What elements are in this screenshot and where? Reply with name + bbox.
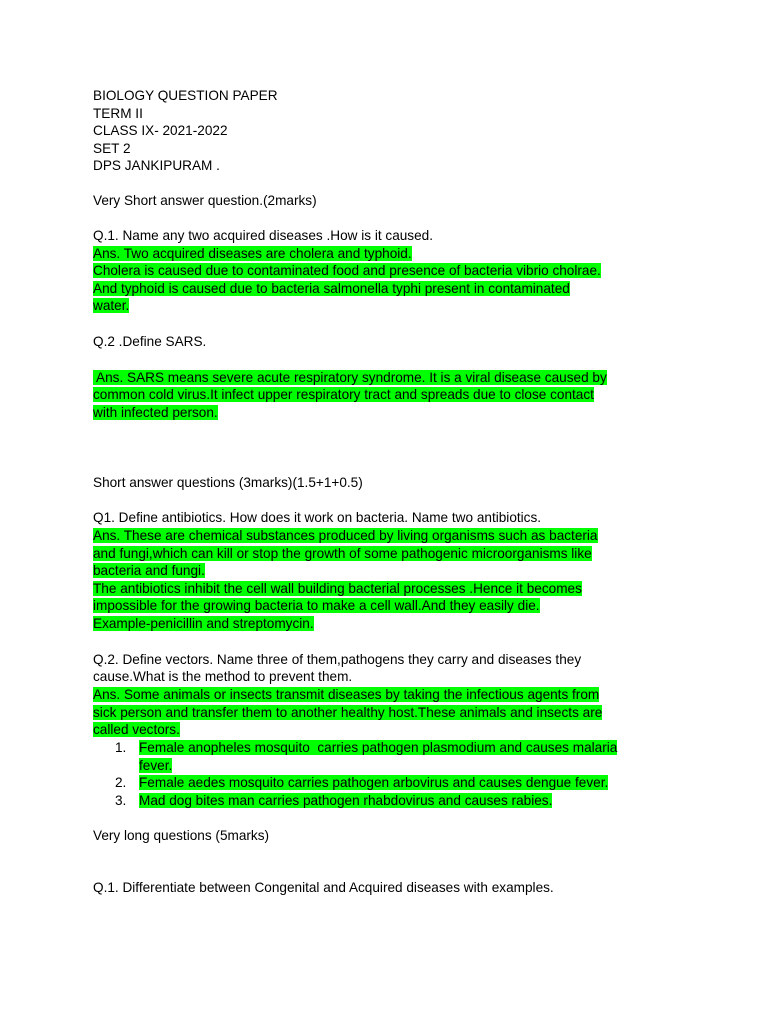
question-1: Q.1. Name any two acquired diseases .How is it caused. bbox=[93, 228, 434, 243]
question-1: Q1. Define antibiotics. How does it work on bacteria. Name two antibiotics. bbox=[93, 510, 542, 525]
question-2: Q.2 .Define SARS. bbox=[93, 334, 207, 349]
answer-line: called vectors. bbox=[93, 722, 180, 737]
answer-line: Cholera is caused due to contaminated food and presence of bacteria vibrio cholrae. bbox=[93, 263, 601, 278]
paper-school: DPS JANKIPURAM . bbox=[93, 158, 220, 173]
answer-line: sick person and transfer them to another healthy host.These animals and insects are bbox=[93, 705, 603, 720]
question-2-cont: cause.What is the method to prevent them. bbox=[93, 669, 353, 684]
question-1: Q.1. Differentiate between Congenital and Acquired diseases with examples. bbox=[93, 880, 554, 895]
answer-line: And typhoid is caused due to bacteria salmonella typhi present in contaminated bbox=[93, 281, 570, 296]
answer-line: impossible for the growing bacteria to make a cell wall.And they easily die. bbox=[93, 598, 540, 613]
answer-line: The antibiotics inhibit the cell wall building bacterial processes .Hence it becomes bbox=[93, 581, 582, 596]
section-heading: Short answer questions (3marks)(1.5+1+0.5) bbox=[93, 475, 363, 490]
answer-line: with infected person. bbox=[93, 405, 218, 420]
list-item-cont: fever. bbox=[139, 758, 173, 773]
answer-line: Ans. Some animals or insects transmit diseases by taking the infectious agents from bbox=[93, 687, 600, 702]
answer-line: Example-penicillin and streptomycin. bbox=[93, 616, 314, 631]
question-2: Q.2. Define vectors. Name three of them,pathogens they carry and diseases they bbox=[93, 652, 582, 667]
section-heading: Very Short answer question.(2marks) bbox=[93, 193, 317, 208]
list-item: Female aedes mosquito carries pathogen arbovirus and causes dengue fever. bbox=[139, 775, 609, 790]
section-heading: Very long questions (5marks) bbox=[93, 828, 270, 843]
answer-line: bacteria and fungi. bbox=[93, 563, 205, 578]
list-item: Female anopheles mosquito carries pathogen plasmodium and causes malaria bbox=[139, 740, 618, 755]
answer-line: Ans. These are chemical substances produced by living organisms such as bacteria bbox=[93, 528, 598, 543]
paper-class: CLASS IX- 2021-2022 bbox=[93, 123, 228, 138]
list-number: 1. bbox=[115, 740, 127, 755]
answer-line: common cold virus.It infect upper respiratory tract and spreads due to close contact bbox=[93, 387, 594, 402]
paper-title: BIOLOGY QUESTION PAPER bbox=[93, 88, 278, 103]
paper-term: TERM II bbox=[93, 106, 143, 121]
answer-line: and fungi,which can kill or stop the growth of some pathogenic microorganisms like bbox=[93, 546, 592, 561]
answer-line: water. bbox=[93, 298, 130, 313]
list-number: 2. bbox=[115, 775, 127, 790]
answer-line: Ans. SARS means severe acute respiratory syndrome. It is a viral disease caused by bbox=[93, 370, 607, 385]
list-item: Mad dog bites man carries pathogen rhabdovirus and causes rabies. bbox=[139, 793, 553, 808]
paper-set: SET 2 bbox=[93, 141, 131, 156]
list-number: 3. bbox=[115, 793, 127, 808]
answer-line: Ans. Two acquired diseases are cholera and typhoid. bbox=[93, 246, 412, 261]
